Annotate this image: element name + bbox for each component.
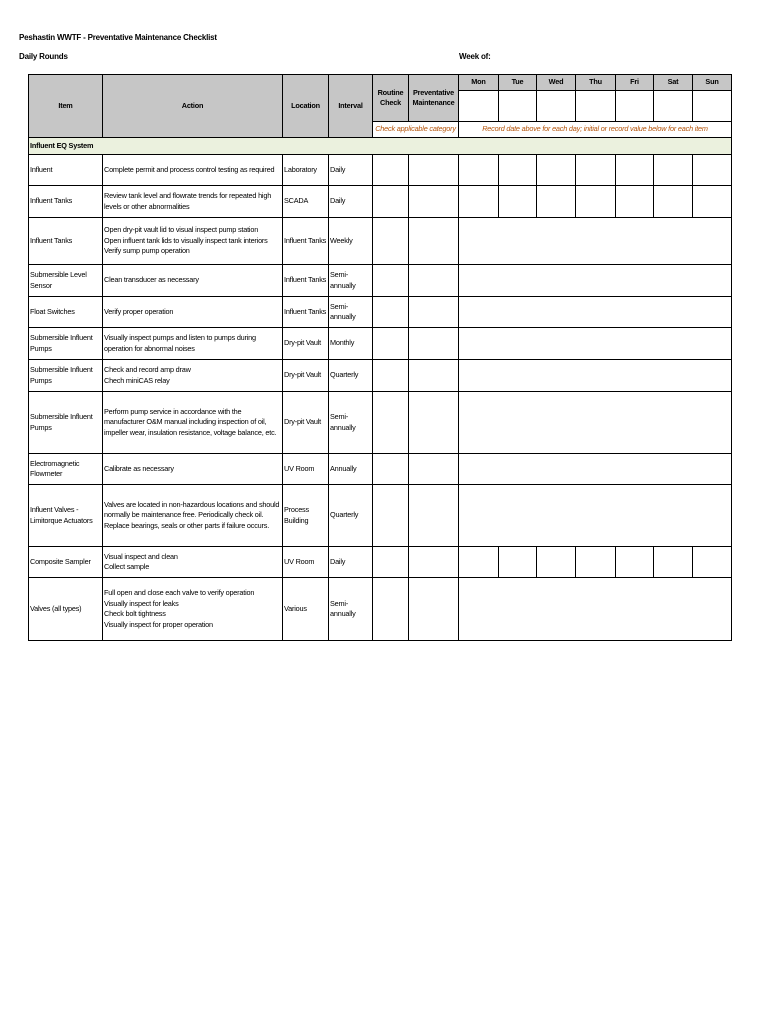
- day-record-cell[interactable]: [499, 547, 537, 578]
- week-of-label: Week of:: [459, 52, 491, 61]
- routine-check-cell[interactable]: [373, 547, 409, 578]
- cell-location: Dry-pit Vault: [283, 392, 329, 454]
- cell-action: Complete permit and process control testing as required: [103, 155, 283, 186]
- cell-action: Full open and close each valve to verify operation Visually inspect for leaks Check bolt tightness Visually inspect for proper operation: [103, 578, 283, 641]
- preventative-maintenance-cell[interactable]: [409, 297, 459, 328]
- cell-action: Visually inspect pumps and listen to pumps during operation for abnormal noises: [103, 328, 283, 360]
- preventative-maintenance-cell[interactable]: [409, 328, 459, 360]
- day-header-fri: Fri: [616, 75, 654, 91]
- day-record-cell[interactable]: [459, 547, 499, 578]
- day-record-cell[interactable]: [537, 186, 576, 218]
- day-record-cell[interactable]: [616, 155, 654, 186]
- record-cell[interactable]: [459, 454, 732, 485]
- cell-item: Float Switches: [29, 297, 103, 328]
- cell-interval: Monthly: [329, 328, 373, 360]
- cell-action: Valves are located in non-hazardous locations and should normally be maintenance free. Periodically check oil. Replace bearings, seals or other parts if failure occurs.: [103, 485, 283, 547]
- table-row: [29, 454, 732, 485]
- check-category-note: Check applicable category: [373, 122, 459, 138]
- table-row: [29, 360, 732, 392]
- record-cell[interactable]: [459, 578, 732, 641]
- day-record-cell[interactable]: [654, 186, 693, 218]
- cell-action: Verify proper operation: [103, 297, 283, 328]
- day-header-thu: Thu: [576, 75, 616, 91]
- cell-item: Influent Valves - Limitorque Actuators: [29, 485, 103, 547]
- cell-interval: Annually: [329, 454, 373, 485]
- cell-location: Influent Tanks: [283, 297, 329, 328]
- cell-location: Various: [283, 578, 329, 641]
- day-record-cell[interactable]: [459, 155, 499, 186]
- routine-check-cell[interactable]: [373, 155, 409, 186]
- day-record-cell[interactable]: [537, 155, 576, 186]
- table-row: [29, 485, 732, 547]
- day-header-mon: Mon: [459, 75, 499, 91]
- day-record-cell[interactable]: [537, 547, 576, 578]
- routine-check-cell[interactable]: [373, 360, 409, 392]
- preventative-maintenance-cell[interactable]: [409, 218, 459, 265]
- routine-check-cell[interactable]: [373, 218, 409, 265]
- day-record-cell[interactable]: [654, 155, 693, 186]
- date-cell-wed[interactable]: [537, 91, 576, 122]
- cell-location: SCADA: [283, 186, 329, 218]
- date-cell-thu[interactable]: [576, 91, 616, 122]
- preventative-maintenance-cell[interactable]: [409, 155, 459, 186]
- cell-action: Perform pump service in accordance with the manufacturer O&M manual including inspection of oil, impeller wear, insulation resistance, voltage balance, etc.: [103, 392, 283, 454]
- cell-interval: Semi-annually: [329, 297, 373, 328]
- page-subtitle: Daily Rounds: [19, 52, 68, 61]
- cell-action: Visual inspect and clean Collect sample: [103, 547, 283, 578]
- routine-check-cell[interactable]: [373, 392, 409, 454]
- routine-check-cell[interactable]: [373, 265, 409, 297]
- day-record-cell[interactable]: [693, 547, 732, 578]
- cell-item: Influent Tanks: [29, 218, 103, 265]
- day-header-sat: Sat: [654, 75, 693, 91]
- day-header-sun: Sun: [693, 75, 732, 91]
- date-cell-mon[interactable]: [459, 91, 499, 122]
- cell-location: Dry-pit Vault: [283, 360, 329, 392]
- cell-location: Process Building: [283, 485, 329, 547]
- date-cell-tue[interactable]: [499, 91, 537, 122]
- cell-location: UV Room: [283, 454, 329, 485]
- cell-interval: Quarterly: [329, 485, 373, 547]
- preventative-maintenance-cell[interactable]: [409, 547, 459, 578]
- cell-interval: Semi-annually: [329, 578, 373, 641]
- day-record-cell[interactable]: [693, 155, 732, 186]
- date-cell-fri[interactable]: [616, 91, 654, 122]
- record-cell[interactable]: [459, 218, 732, 265]
- table-row: [29, 265, 732, 297]
- routine-check-cell[interactable]: [373, 297, 409, 328]
- routine-check-cell[interactable]: [373, 328, 409, 360]
- day-record-cell[interactable]: [616, 547, 654, 578]
- table-row: [29, 218, 732, 265]
- col-header-location: Location: [283, 75, 329, 138]
- date-cell-sat[interactable]: [654, 91, 693, 122]
- record-cell[interactable]: [459, 297, 732, 328]
- day-record-cell[interactable]: [576, 155, 616, 186]
- cell-item: Influent: [29, 155, 103, 186]
- preventative-maintenance-cell[interactable]: [409, 454, 459, 485]
- cell-location: UV Room: [283, 547, 329, 578]
- table-row: [29, 297, 732, 328]
- day-header-tue: Tue: [499, 75, 537, 91]
- cell-interval: Daily: [329, 547, 373, 578]
- day-record-cell[interactable]: [499, 186, 537, 218]
- routine-check-cell[interactable]: [373, 485, 409, 547]
- cell-location: Influent Tanks: [283, 265, 329, 297]
- preventative-maintenance-cell[interactable]: [409, 578, 459, 641]
- day-record-cell[interactable]: [576, 186, 616, 218]
- cell-location: Influent Tanks: [283, 218, 329, 265]
- cell-action: Clean transducer as necessary: [103, 265, 283, 297]
- table-row: [29, 547, 732, 578]
- routine-check-cell[interactable]: [373, 578, 409, 641]
- cell-action: Open dry-pit vault lid to visual inspect pump station Open influent tank lids to visually inspect tank interiors Verify sump pump operation: [103, 218, 283, 265]
- col-header-interval: Interval: [329, 75, 373, 138]
- cell-interval: Semi-annually: [329, 265, 373, 297]
- routine-check-cell[interactable]: [373, 454, 409, 485]
- day-record-cell[interactable]: [499, 155, 537, 186]
- col-header-item: Item: [29, 75, 103, 138]
- record-cell[interactable]: [459, 485, 732, 547]
- preventative-maintenance-cell[interactable]: [409, 392, 459, 454]
- preventative-maintenance-cell[interactable]: [409, 485, 459, 547]
- cell-action: Check and record amp draw Chech miniCAS relay: [103, 360, 283, 392]
- cell-interval: Semi-annually: [329, 392, 373, 454]
- preventative-maintenance-cell[interactable]: [409, 360, 459, 392]
- cell-action: Calibrate as necessary: [103, 454, 283, 485]
- cell-action: Review tank level and flowrate trends for repeated high levels or other abnormalities: [103, 186, 283, 218]
- table-row: [29, 186, 732, 218]
- cell-interval: Quarterly: [329, 360, 373, 392]
- day-record-cell[interactable]: [616, 186, 654, 218]
- cell-item: Valves (all types): [29, 578, 103, 641]
- table-row: [29, 155, 732, 186]
- col-header-routine-check: Routine Check: [373, 75, 409, 122]
- cell-interval: Daily: [329, 186, 373, 218]
- record-date-note: Record date above for each day; initial or record value below for each item: [459, 122, 732, 138]
- routine-check-cell[interactable]: [373, 186, 409, 218]
- table-row: [29, 392, 732, 454]
- cell-item: Submersible Influent Pumps: [29, 328, 103, 360]
- preventative-maintenance-cell[interactable]: [409, 186, 459, 218]
- record-cell[interactable]: [459, 360, 732, 392]
- cell-item: Electromagnetic Flowmeter: [29, 454, 103, 485]
- cell-location: Dry-pit Vault: [283, 328, 329, 360]
- day-record-cell[interactable]: [459, 186, 499, 218]
- record-cell[interactable]: [459, 392, 732, 454]
- section-header: Influent EQ System: [29, 138, 732, 155]
- record-cell[interactable]: [459, 265, 732, 297]
- day-header-wed: Wed: [537, 75, 576, 91]
- cell-item: Submersible Level Sensor: [29, 265, 103, 297]
- table-row: [29, 578, 732, 641]
- cell-interval: Weekly: [329, 218, 373, 265]
- checklist-table: [28, 74, 732, 641]
- col-header-action: Action: [103, 75, 283, 138]
- day-record-cell[interactable]: [654, 547, 693, 578]
- table-row: [29, 328, 732, 360]
- page-title: Peshastin WWTF - Preventative Maintenance Checklist: [19, 33, 217, 42]
- cell-item: Submersible Influent Pumps: [29, 392, 103, 454]
- cell-location: Laboratory: [283, 155, 329, 186]
- cell-item: Composite Sampler: [29, 547, 103, 578]
- cell-item: Submersible Influent Pumps: [29, 360, 103, 392]
- record-cell[interactable]: [459, 328, 732, 360]
- preventative-maintenance-cell[interactable]: [409, 265, 459, 297]
- day-record-cell[interactable]: [693, 186, 732, 218]
- col-header-preventative-maintenance: Preventative Maintenance: [409, 75, 459, 122]
- day-record-cell[interactable]: [576, 547, 616, 578]
- cell-interval: Daily: [329, 155, 373, 186]
- cell-item: Influent Tanks: [29, 186, 103, 218]
- date-cell-sun[interactable]: [693, 91, 732, 122]
